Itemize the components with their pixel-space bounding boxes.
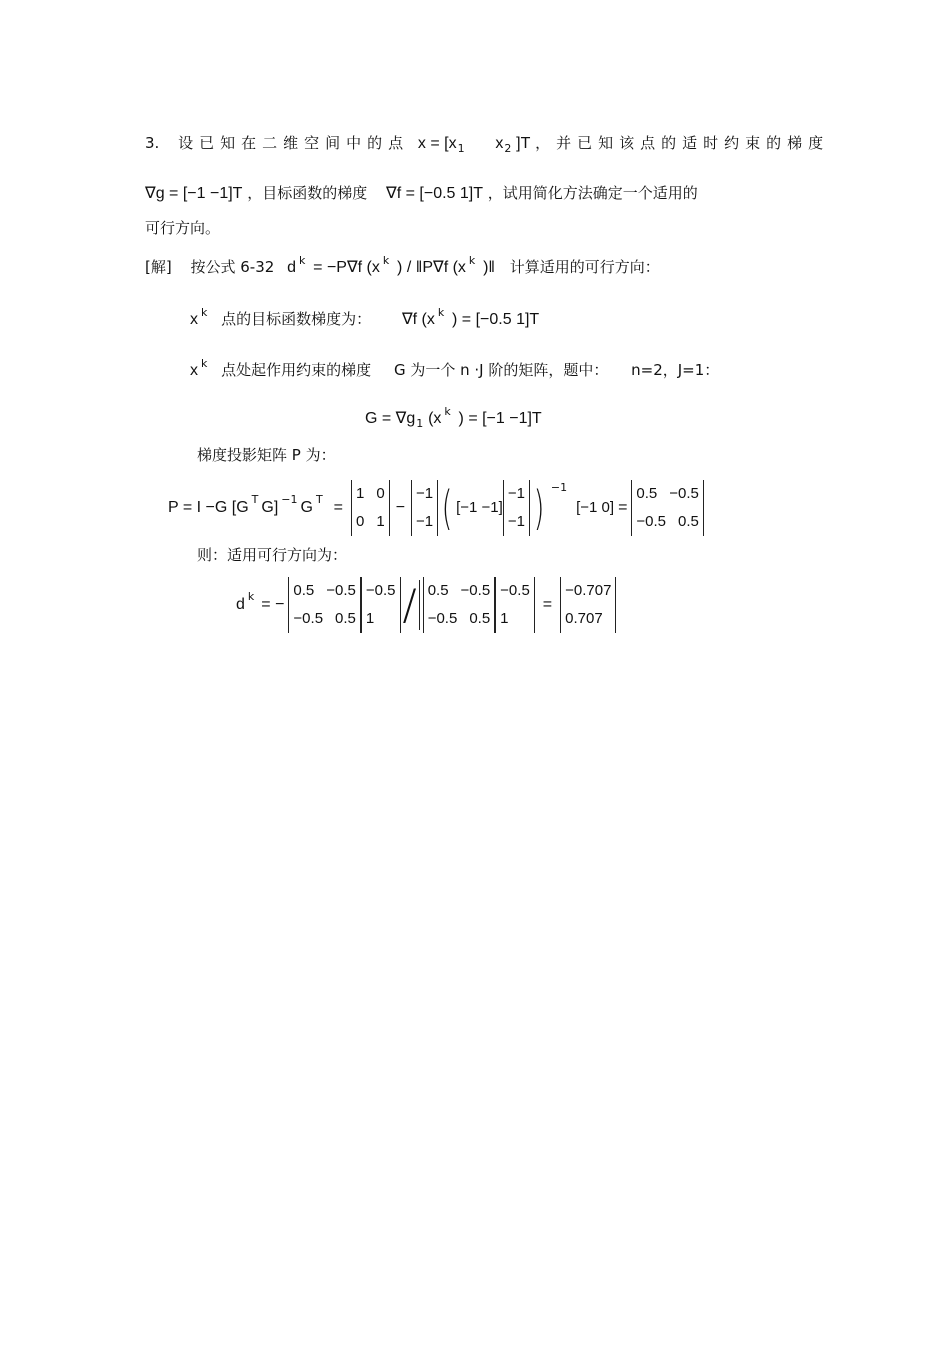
gradient-vector: −0.5 1 (361, 577, 401, 633)
gradient-vector-2: −0.5 1 (495, 577, 535, 633)
projection-equation: P = I −G [G T G] −1 G T = 1 0 0 1 − −1 −1 ( [−1 −1] −1 −1 ) −1 [−1 0] = 0.5 −0.5 −0.5 0.5 (168, 478, 704, 538)
problem-number: 3. (145, 134, 160, 152)
solution-formula-line: [解] 按公式 6-32 d $^k$ = −P∇f (x $^k$ ) / ‖P∇f (x $^k$ )‖ 计算适用的可行方向： (145, 254, 660, 276)
constraint-gradient-line: x $^k$ 点处起作用约束的梯度 G 为一个 n ·J 阶的矩阵，题中： n=2，J=1： (190, 357, 720, 379)
problem-text-tail: ，并已知该点的适时约束的梯度 (535, 134, 830, 152)
P-matrix: 0.5 −0.5 −0.5 0.5 (288, 577, 360, 633)
problem-line-3: 可行方向。 (145, 219, 221, 237)
projection-intro: 梯度投影矩阵 P 为： (197, 446, 336, 464)
grad-g-formula: ∇g = [−1 −1]T (145, 185, 243, 202)
direction-intro: 则：适用可行方向为： (197, 546, 348, 564)
point-x: x = [x (417, 135, 457, 152)
P-result-matrix: 0.5 −0.5 −0.5 0.5 (631, 480, 703, 536)
problem-text: 设已知在二维空间中的点 (178, 134, 410, 152)
gradient-line: x $^k$ 点的目标函数梯度为： ∇f (x $^k$ ) = [−0.5 1]T (190, 306, 540, 328)
G-equation: $G = \nabla g_1$ (x $^k$ ) = [−1 −1]T (365, 405, 542, 430)
P-matrix-2: 0.5 −0.5 −0.5 0.5 (423, 577, 495, 633)
G-column-vector-2: −1 −1 (503, 480, 530, 536)
direction-result: −0.707 0.707 (560, 577, 616, 633)
grad-f-formula: ∇f = [−0.5 1]T (386, 185, 483, 202)
problem-line-2: ∇g = [−1 −1]T ，目标函数的梯度 ∇f = [−0.5 1]T ，试用简化方法确定一个适用的 (145, 184, 698, 202)
identity-matrix: 1 0 0 1 (351, 480, 390, 536)
direction-equation: d k = − 0.5 −0.5 −0.5 0.5 −0.5 1 / 0.5 −0.5 −0.5 0.5 −0.5 1 = −0.707 0.707 (236, 575, 616, 635)
problem-line-1: 3. 设已知在二维空间中的点 $x = [x_1$ $x_2$ ]T ，并已知该点的适时约束的梯度 (145, 134, 830, 155)
G-column-vector: −1 −1 (411, 480, 438, 536)
solution-tag: [解] (145, 258, 172, 276)
